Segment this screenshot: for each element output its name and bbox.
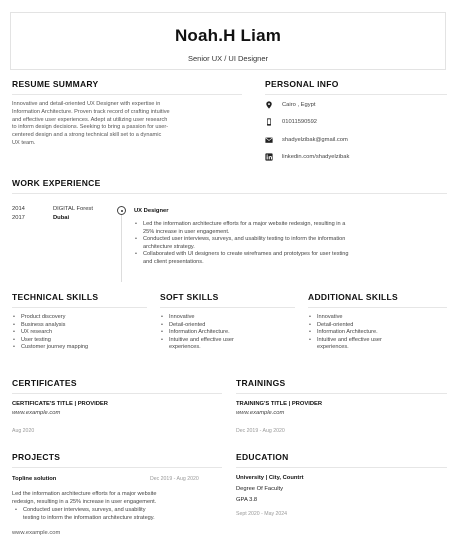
project-url[interactable]: www.example.com [12, 530, 61, 536]
list-item-text: • Information Architecture. [169, 329, 230, 336]
bullet-line: 25% increase in user engagement. [143, 228, 230, 235]
summary-divider [12, 94, 242, 95]
trainings-title: TRAININGS [236, 378, 286, 388]
list-item: • Product discovery [12, 314, 147, 322]
experience-title: WORK EXPERIENCE [12, 178, 101, 188]
bullet-line: architecture strategy. [143, 243, 195, 250]
list-item-text: • Detail-oriented [317, 321, 354, 328]
additional-skills-title: ADDITIONAL SKILLS [308, 292, 398, 302]
experience-company: DIGITAL Forest [53, 206, 93, 212]
list-item [308, 322, 447, 330]
technical-skills-divider [12, 307, 147, 308]
certificate-url[interactable]: www.example.com [12, 410, 61, 416]
certificates-divider [12, 393, 222, 394]
list-item-text: experiences. [169, 344, 201, 351]
list-item: • User testing [12, 337, 147, 345]
experience-start-year: 2014 [12, 206, 25, 212]
list-item: • Customer journey mapping [12, 344, 147, 352]
education-gpa: GPA 3.8 [236, 497, 258, 503]
summary-line: Innovative and detail-oriented UX Designer with expertise in [12, 101, 161, 107]
list-item-text: • Intuitive and effective user [169, 336, 234, 343]
linkedin-text[interactable]: linkedin.com/shadyelzibak [282, 154, 350, 160]
experience-job-title: UX Designer [134, 208, 169, 214]
summary-line: and effective user experiences. Adept at utilizing user research [12, 116, 168, 123]
candidate-name: Noah.H Liam [174, 26, 282, 45]
list-item [308, 329, 447, 337]
list-item-text: • Intuitive and effective user [317, 336, 382, 343]
phone-row [265, 118, 317, 126]
education-degree: Degree Of Faculty [236, 486, 284, 492]
bullet-line: • Conducted user interviews, surveys, and usability testing to inform the information [143, 236, 346, 243]
email-text[interactable]: shadyelzibak@gmail.com [282, 137, 348, 143]
summary-text [12, 101, 247, 148]
summary-line: Information Architecture. Proven track record of crafting intuitive [12, 108, 170, 115]
list-item [308, 314, 447, 322]
list-item-text: • Innovative [169, 314, 195, 320]
personal-info-title: PERSONAL INFO [265, 79, 339, 89]
list-item [134, 221, 449, 236]
experience-city: Dubai [53, 215, 70, 221]
location-text: Cairo , Egypt [282, 102, 316, 108]
soft-skills-title: SOFT SKILLS [160, 292, 219, 302]
list-item-text: experiences. [317, 344, 349, 351]
list-item [134, 251, 449, 266]
experience-divider [12, 193, 447, 194]
personal-info-divider [265, 94, 447, 95]
list-item-text: • Information Architecture. [317, 329, 378, 336]
email-row [265, 136, 348, 144]
timeline-dot-icon [117, 206, 126, 215]
technical-skills-list [12, 314, 147, 352]
summary-line: centered design and a strong technical skill set to a dynamic [12, 132, 162, 139]
project-line: Led the information architecture efforts for a major website [12, 491, 157, 497]
projects-divider [12, 467, 222, 468]
summary-line: UX team. [12, 139, 36, 146]
project-date: Dec 2019 - Aug 2020 [150, 476, 199, 482]
email-icon [265, 136, 273, 144]
certificates-title: CERTIFICATES [12, 378, 77, 388]
resume-header [10, 12, 446, 70]
list-item [160, 322, 295, 330]
list-item: • UX research [12, 329, 147, 337]
location-pin-icon [265, 101, 273, 109]
linkedin-row [265, 153, 349, 161]
bullet-line: testing to inform the information architecture strategy. [23, 514, 155, 521]
training-date: Dec 2019 - Aug 2020 [236, 428, 285, 434]
bullet-line: • Led the information architecture efforts for a major website redesign, resulting in a [143, 221, 346, 227]
list-item [134, 236, 449, 251]
list-item [160, 314, 295, 322]
education-divider [236, 467, 447, 468]
education-date: Sept 2020 - May 2024 [236, 511, 288, 517]
additional-skills-list [308, 314, 447, 352]
list-item [308, 337, 447, 352]
certificate-date: Aug 2020 [12, 428, 35, 434]
timeline-line [121, 212, 122, 282]
soft-skills-list [160, 314, 295, 352]
education-title: EDUCATION [236, 452, 289, 462]
linkedin-icon [265, 153, 273, 161]
list-item-text: • Detail-oriented [169, 321, 206, 328]
project-name: Topline solution [12, 476, 57, 482]
list-item-text: • Innovative [317, 314, 343, 320]
list-item [14, 507, 229, 522]
project-description [12, 491, 227, 507]
experience-bullets [134, 221, 449, 267]
certificate-name: CERTIFICATE'S TITLE | PROVIDER [12, 401, 108, 407]
training-url[interactable]: www.example.com [236, 410, 285, 416]
bullet-line: and client presentations. [143, 258, 204, 265]
technical-skills-title: TECHNICAL SKILLS [12, 292, 99, 302]
additional-skills-divider [308, 307, 447, 308]
list-item: • Business analysis [12, 322, 147, 330]
candidate-role: Senior UX / UI Designer [187, 54, 269, 63]
project-line: redesign, resulting in a 25% increase in user engagement. [12, 498, 157, 505]
location-row [265, 101, 316, 109]
education-school: University | City, Countrt [236, 475, 304, 481]
list-item [160, 329, 295, 337]
projects-title: PROJECTS [12, 452, 61, 462]
bullet-line: • Conducted user interviews, surveys, and usability [23, 507, 146, 513]
trainings-divider [236, 393, 447, 394]
project-bullets [14, 507, 229, 522]
soft-skills-divider [160, 307, 295, 308]
experience-end-year: 2017 [12, 215, 25, 221]
training-name: TRAINING'S TITLE | PROVIDER [236, 401, 323, 407]
bullet-line: • Collaborated with UI designers to create wireframes and prototypes for user testing [143, 251, 349, 258]
phone-text: 01011590592 [282, 119, 318, 125]
summary-title: RESUME SUMMARY [12, 79, 99, 89]
summary-line: to inform design decisions. Seeking to bring a passion for user- [12, 124, 169, 131]
list-item [160, 337, 295, 352]
phone-icon [265, 118, 273, 126]
